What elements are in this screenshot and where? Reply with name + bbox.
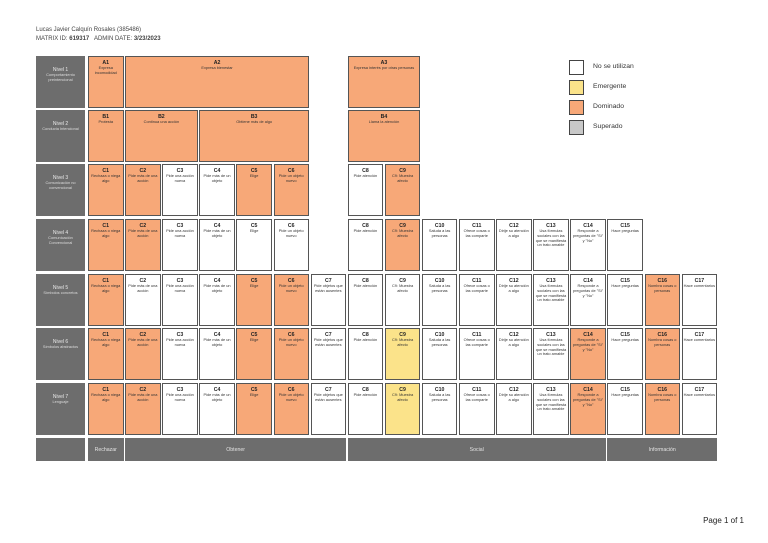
cell-l6-c16-code: C16: [657, 332, 668, 338]
cell-l7-c10-label: Saluda a las personas: [428, 392, 451, 402]
cell-b3-code: B3: [250, 114, 258, 120]
cell-l7-c12-label: Dirije su atención a algo: [498, 392, 529, 402]
cell-l6-c6-code: C6: [287, 332, 295, 338]
cell-l5-c16[interactable]: [645, 274, 681, 326]
cell-l5-c9[interactable]: [385, 274, 421, 326]
cell-l4-c4-code: C4: [213, 223, 221, 229]
cell-l7-c10[interactable]: [422, 383, 458, 435]
cell-b2[interactable]: [125, 110, 198, 162]
cell-l4-c9-code: C9: [399, 223, 406, 229]
level-1: [36, 56, 85, 108]
legend-swatch-2: [569, 100, 584, 115]
cell-l4-c11-label: Ofrece cosas o las comparte: [463, 228, 490, 238]
cell-l5-c6-label: Pide un objeto nuevo: [278, 283, 304, 293]
level-2-code: Nivel 2: [52, 121, 69, 127]
cell-l7-c14-label: Responde a preguntas de "Sí" y "No": [572, 392, 604, 407]
cell-l3-c1[interactable]: [88, 164, 124, 216]
cell-l6-c11-code: C11: [472, 332, 482, 338]
cell-l4-c14-label: Responde a preguntas de "Sí" y "No": [572, 228, 604, 243]
legend-label-2: Dominado: [593, 103, 624, 110]
cell-l5-c2[interactable]: [125, 274, 161, 326]
cell-l4-c11-code: C11: [472, 223, 482, 229]
cell-l4-c1[interactable]: [88, 219, 124, 271]
level-7: [36, 383, 85, 435]
cell-l6-c9-code: C9: [399, 332, 406, 338]
cell-l7-c11[interactable]: [459, 383, 495, 435]
category-social: Social: [348, 438, 606, 461]
cell-l3-c3-label: Pide una acción nueva: [166, 173, 194, 183]
cell-l4-c5-code: C5: [250, 223, 258, 229]
cell-l4-c15-code: C15: [620, 223, 630, 229]
level-3-code: Nivel 3: [52, 175, 69, 181]
category-rechazar: Rechazar: [88, 438, 124, 461]
level-6: [36, 328, 85, 380]
cell-l5-c5-code: C5: [250, 278, 258, 284]
cell-l5-c1-label: Rechaza o niega algo: [91, 283, 121, 293]
cell-l7-c16-code: C16: [657, 387, 668, 393]
cell-l5-c3-label: Pide una acción nueva: [166, 283, 194, 293]
cell-l5-c9-code: C9: [399, 278, 406, 284]
cell-l5-c10-code: C10: [434, 278, 445, 284]
cell-b4-label: Llama la atención: [368, 119, 400, 124]
cell-b3-label: Obtiene más de algo: [236, 119, 273, 124]
cell-l6-c5[interactable]: [236, 328, 272, 380]
cell-l5-c14[interactable]: [570, 274, 606, 326]
cell-l6-c3-label: Pide una acción nueva: [166, 337, 194, 347]
level-4: [36, 219, 85, 271]
cell-l3-c9-code: C9: [399, 168, 406, 174]
cell-l5-c13-code: C13: [546, 278, 556, 284]
cell-a3-label: Expresa interés por otras personas: [353, 65, 415, 70]
cell-l4-c10[interactable]: [422, 219, 458, 271]
cell-a2[interactable]: [125, 56, 309, 108]
cell-l7-c9-label: C9: Muestra afecto: [391, 392, 414, 402]
cell-l7-c15-label: Hace preguntas: [611, 392, 639, 397]
cell-l4-c15-label: Hace preguntas: [611, 228, 639, 233]
cell-l5-c6[interactable]: [274, 274, 310, 326]
cell-l5-c11[interactable]: [459, 274, 495, 326]
cell-l7-c3-code: C3: [176, 387, 184, 393]
cell-l5-c15-code: C15: [620, 278, 630, 284]
cell-l5-c10[interactable]: [422, 274, 458, 326]
level-4-code: Nivel 4: [52, 230, 69, 236]
cell-l7-c4-label: Pide más de un objeto: [203, 392, 231, 402]
cell-l7-c7-code: C7: [325, 387, 332, 393]
cell-l7-c13-label: Usa fórmulas sociales con las que se manifiesta un trato amable: [535, 392, 567, 412]
cell-l5-c4-label: Pide más de un objeto: [203, 283, 231, 293]
cell-l5-c8-label: Pide atención: [353, 283, 378, 288]
cell-l7-c5-code: C5: [250, 387, 258, 393]
cell-l5-c14-label: Responde a preguntas de "Sí" y "No": [572, 283, 604, 298]
cell-l7-c9-code: C9: [399, 387, 406, 393]
cell-l7-c5-label: Elige: [249, 392, 259, 397]
legend-swatch-1: [569, 80, 584, 95]
cell-a1[interactable]: [88, 56, 124, 108]
cell-b1-label: Protesta: [98, 119, 113, 124]
legend-swatch-0: [569, 60, 584, 75]
cell-l4-c10-label: Saluda a las personas: [428, 228, 451, 238]
level-5-label: Símbolos concretos: [43, 290, 78, 295]
cell-l7-c17-code: C17: [694, 387, 705, 393]
cell-l6-c1-code: C1: [102, 332, 110, 338]
cell-l4-c8[interactable]: [348, 219, 384, 271]
cell-l5-c12[interactable]: [496, 274, 532, 326]
level-4-label: Comunicación Convencional: [48, 235, 73, 245]
cell-l4-c12[interactable]: [496, 219, 532, 271]
cell-l5-c3-code: C3: [176, 278, 184, 284]
cell-l3-c3-code: C3: [176, 168, 184, 174]
cell-l6-c12-code: C12: [509, 332, 519, 338]
cell-l5-c16-label: Nombra cosas o personas: [648, 283, 677, 293]
cell-l6-c14-code: C14: [583, 332, 593, 338]
cell-l7-c11-label: Ofrece cosas o las comparte: [463, 392, 490, 402]
cell-l6-c2[interactable]: [125, 328, 161, 380]
cell-a3-code: A3: [380, 60, 388, 66]
cell-l6-c9-label: C9: Muestra afecto: [391, 337, 414, 347]
cell-l4-c8-label: Pide atención: [353, 228, 378, 233]
level-1-label: Comportamiento preintencional: [46, 72, 75, 82]
cell-l7-c9[interactable]: [385, 383, 421, 435]
cell-l6-c16[interactable]: [645, 328, 681, 380]
cell-l4-c5[interactable]: [236, 219, 272, 271]
cell-b4[interactable]: [348, 110, 421, 162]
cell-l7-c13[interactable]: [533, 383, 569, 435]
cell-l5-c5[interactable]: [236, 274, 272, 326]
cell-l7-c12-code: C12: [509, 387, 519, 393]
matrix-id-label: MATRIX ID:: [36, 36, 68, 42]
cell-l5-c8[interactable]: [348, 274, 384, 326]
cell-l6-c7-code: C7: [325, 332, 332, 338]
cell-l4-c12-code: C12: [509, 223, 519, 229]
cell-l7-c6-label: Pide un objeto nuevo: [278, 392, 304, 402]
cell-l3-c2[interactable]: [125, 164, 161, 216]
cell-l5-c7-code: C7: [325, 278, 332, 284]
cell-l6-c3[interactable]: [162, 328, 198, 380]
cell-l7-c1-code: C1: [102, 387, 110, 393]
cell-b2-label: Continua una acción: [143, 119, 180, 124]
cell-l4-c6-code: C6: [287, 223, 295, 229]
cell-l7-c13-code: C13: [546, 387, 556, 393]
cell-l6-c10-code: C10: [434, 332, 445, 338]
cell-l3-c2-code: C2: [139, 168, 147, 174]
cell-l4-c13[interactable]: [533, 219, 569, 271]
cell-l3-c4-label: Pide más de un objeto: [203, 173, 231, 183]
cell-l6-c2-label: Pide más de una acción: [128, 337, 158, 347]
cell-l7-c15-code: C15: [620, 387, 630, 393]
level-5-code: Nivel 5: [52, 285, 69, 291]
level-3: [36, 164, 85, 216]
cell-l5-c15-label: Hace preguntas: [611, 283, 639, 288]
cell-l7-c3-label: Pide una acción nueva: [166, 392, 194, 402]
level-6-label: Símbolos abstractos: [42, 344, 79, 349]
cell-l4-c15[interactable]: [607, 219, 643, 271]
cell-l7-c7[interactable]: [311, 383, 347, 435]
cell-a1-label: Expresa incomodidad: [94, 65, 117, 75]
cell-l7-c3[interactable]: [162, 383, 198, 435]
cell-l7-c2[interactable]: [125, 383, 161, 435]
cell-l7-c12[interactable]: [496, 383, 532, 435]
level-3-label: Comunicación no convencional: [45, 180, 76, 190]
cell-l4-c5-label: Elige: [249, 228, 259, 233]
cell-l3-c9-label: C9: Muestra afecto: [391, 173, 414, 183]
cell-l7-c4[interactable]: [199, 383, 235, 435]
cell-l7-c14-code: C14: [583, 387, 593, 393]
category-informacion: Información: [607, 438, 717, 461]
cell-l7-c6-code: C6: [287, 387, 295, 393]
cell-l5-c17[interactable]: [682, 274, 718, 326]
cell-l3-c9[interactable]: [385, 164, 421, 216]
matrix-info: [36, 36, 161, 42]
cell-l6-c11[interactable]: [459, 328, 495, 380]
cell-l6-c14-label: Responde a preguntas de "Sí" y "No": [572, 337, 604, 352]
cell-l6-c17[interactable]: [682, 328, 718, 380]
level-6-code: Nivel 6: [52, 339, 69, 345]
cell-l3-c6[interactable]: [274, 164, 310, 216]
cell-l4-c13-label: Usa fórmulas sociales con las que se manifiesta un trato amable: [535, 228, 567, 248]
student-name: Lucas Javier Calquín Rosales (385486): [36, 27, 142, 33]
cell-l5-c14-code: C14: [583, 278, 593, 284]
cell-l5-c1[interactable]: [88, 274, 124, 326]
cell-l4-c2[interactable]: [125, 219, 161, 271]
cell-l6-c17-label: Hace comentarios: [683, 337, 716, 342]
cell-l7-c16[interactable]: [645, 383, 681, 435]
cell-l6-c12-label: Dirije su atención a algo: [498, 337, 529, 347]
cell-l4-c8-code: C8: [362, 223, 369, 229]
cell-l4-c14-code: C14: [583, 223, 593, 229]
cell-l6-c3-code: C3: [176, 332, 184, 338]
cell-l6-c13-label: Usa fórmulas sociales con las que se manifiesta un trato amable: [535, 337, 567, 357]
cell-l5-c17-label: Hace comentarios: [683, 283, 716, 288]
cell-l5-c4-code: C4: [213, 278, 221, 284]
cell-l3-c8-code: C8: [362, 168, 369, 174]
cell-l5-c2-label: Pide más de una acción: [128, 283, 158, 293]
cell-l4-c11[interactable]: [459, 219, 495, 271]
cell-l6-c6[interactable]: [274, 328, 310, 380]
cell-l7-c8-label: Pide atención: [353, 392, 378, 397]
legend-label-1: Emergente: [593, 83, 627, 90]
cell-l5-c7[interactable]: [311, 274, 347, 326]
admin-date-label: ADMIN DATE:: [93, 36, 133, 42]
cell-l7-c1-label: Rechaza o niega algo: [91, 392, 121, 402]
cell-l5-c6-code: C6: [287, 278, 295, 284]
cell-l5-c4[interactable]: [199, 274, 235, 326]
cell-l4-c3[interactable]: [162, 219, 198, 271]
cell-l5-c13-label: Usa fórmulas sociales con las que se manifiesta un trato amable: [535, 283, 567, 303]
cell-l7-c15[interactable]: [607, 383, 643, 435]
cell-l7-c17[interactable]: [682, 383, 718, 435]
cell-l7-c6[interactable]: [274, 383, 310, 435]
cell-l6-c17-code: C17: [694, 332, 705, 338]
cell-l6-c4[interactable]: [199, 328, 235, 380]
cell-l4-c14[interactable]: [570, 219, 606, 271]
cell-l5-c16-code: C16: [657, 278, 668, 284]
cell-l4-c6-label: Pide un objeto nuevo: [278, 228, 304, 238]
cell-l3-c8[interactable]: [348, 164, 384, 216]
cell-b1[interactable]: [88, 110, 124, 162]
cell-l6-c12[interactable]: [496, 328, 532, 380]
cell-l7-c10-code: C10: [434, 387, 445, 393]
cell-l7-c8-code: C8: [362, 387, 369, 393]
cell-l6-c10[interactable]: [422, 328, 458, 380]
level-5: [36, 274, 85, 326]
level-7-code: Nivel 7: [52, 394, 69, 400]
cell-l4-c3-label: Pide una acción nueva: [166, 228, 194, 238]
cell-l6-c15-label: Hace preguntas: [611, 337, 639, 342]
cell-l3-c4[interactable]: [199, 164, 235, 216]
cell-l6-c13-code: C13: [546, 332, 556, 338]
cell-l6-c4-label: Pide más de un objeto: [203, 337, 231, 347]
cell-l6-c9[interactable]: [385, 328, 421, 380]
cell-l7-c7-label: Pide objetos que están ausentes: [313, 392, 343, 402]
cell-l4-c9[interactable]: [385, 219, 421, 271]
cell-l6-c10-label: Saluda a las personas: [428, 337, 451, 347]
cell-l4-c2-code: C2: [139, 223, 147, 229]
cell-l5-c2-code: C2: [139, 278, 147, 284]
cell-l6-c14[interactable]: [570, 328, 606, 380]
cell-l5-c15[interactable]: [607, 274, 643, 326]
cell-l6-c1-label: Rechaza o niega algo: [91, 337, 121, 347]
level-1-code: Nivel 1: [52, 67, 69, 73]
cell-l4-c1-code: C1: [102, 223, 110, 229]
cell-l4-c9-label: C9: Muestra afecto: [391, 228, 414, 238]
legend-label-0: No se utilizan: [593, 63, 634, 70]
cell-l4-c10-code: C10: [434, 223, 445, 229]
cell-l5-c11-label: Ofrece cosas o las comparte: [463, 283, 490, 293]
cell-l3-c2-label: Pide más de una acción: [128, 173, 158, 183]
cell-l3-c5-code: C5: [250, 168, 258, 174]
cell-l5-c1-code: C1: [102, 278, 110, 284]
cell-l6-c4-code: C4: [213, 332, 221, 338]
cell-l7-c11-code: C11: [472, 387, 482, 393]
cell-l3-c6-label: Pide un objeto nuevo: [278, 173, 304, 183]
cell-l6-c8-label: Pide atención: [353, 337, 378, 342]
cell-b4-code: B4: [380, 114, 388, 120]
admin-date: 3/23/2023: [133, 36, 161, 42]
cell-b2-code: B2: [158, 114, 165, 120]
cell-l5-c11-code: C11: [472, 278, 482, 284]
legend-label-3: Superado: [593, 123, 623, 130]
bottom-side-block: [36, 438, 85, 461]
category-obtener: Obtener: [125, 438, 346, 461]
cell-l6-c16-label: Nombra cosas o personas: [648, 337, 677, 347]
cell-a2-code: A2: [213, 60, 221, 66]
cell-l5-c12-code: C12: [509, 278, 519, 284]
cell-l6-c11-label: Ofrece cosas o las comparte: [463, 337, 490, 347]
cell-l3-c3[interactable]: [162, 164, 198, 216]
cell-l6-c1[interactable]: [88, 328, 124, 380]
cell-l6-c6-label: Pide un objeto nuevo: [278, 337, 304, 347]
cell-a3[interactable]: [348, 56, 421, 108]
cell-l6-c7[interactable]: [311, 328, 347, 380]
cell-l3-c1-label: Rechaza o niega algo: [91, 173, 121, 183]
cell-l4-c3-code: C3: [176, 223, 184, 229]
cell-l6-c7-label: Pide objetos que están ausentes: [313, 337, 343, 347]
cell-l4-c13-code: C13: [546, 223, 556, 229]
cell-l4-c12-label: Dirije su atención a algo: [498, 228, 529, 238]
cell-l6-c5-code: C5: [250, 332, 258, 338]
cell-b1-code: B1: [102, 114, 110, 120]
cell-l3-c6-code: C6: [287, 168, 295, 174]
legend-swatch-3: [569, 120, 584, 135]
cell-l6-c2-code: C2: [139, 332, 147, 338]
cell-l4-c1-label: Rechaza o niega algo: [91, 228, 121, 238]
level-7-label: Lenguaje: [52, 399, 69, 404]
cell-l6-c15[interactable]: [607, 328, 643, 380]
cell-l4-c4[interactable]: [199, 219, 235, 271]
cell-l3-c5-label: Elige: [249, 173, 259, 178]
cell-a2-label: Expresa bienestar: [201, 65, 233, 70]
cell-l5-c5-label: Elige: [249, 283, 259, 288]
cell-l7-c16-label: Nombra cosas o personas: [648, 392, 677, 402]
cell-l7-c5[interactable]: [236, 383, 272, 435]
cell-l5-c7-label: Pide objetos que están ausentes: [313, 283, 343, 293]
cell-l5-c8-code: C8: [362, 278, 369, 284]
cell-l5-c10-label: Saluda a las personas: [428, 283, 451, 293]
cell-l6-c15-code: C15: [620, 332, 630, 338]
cell-l5-c12-label: Dirije su atención a algo: [498, 283, 529, 293]
cell-l7-c2-label: Pide más de una acción: [128, 392, 158, 402]
cell-l6-c5-label: Elige: [249, 337, 259, 342]
cell-l4-c4-label: Pide más de un objeto: [203, 228, 231, 238]
cell-l6-c8[interactable]: [348, 328, 384, 380]
cell-l5-c17-code: C17: [694, 278, 705, 284]
cell-l4-c2-label: Pide más de una acción: [128, 228, 158, 238]
cell-l6-c13[interactable]: [533, 328, 569, 380]
cell-a1-code: A1: [102, 60, 110, 66]
cell-l5-c3[interactable]: [162, 274, 198, 326]
cell-l3-c8-label: Pide atención: [353, 173, 378, 178]
cell-l6-c8-code: C8: [362, 332, 369, 338]
level-2: [36, 110, 85, 162]
cell-l7-c17-label: Hace comentarios: [683, 392, 716, 397]
cell-b3[interactable]: [199, 110, 309, 162]
page-number: Page 1 of 1: [703, 516, 744, 525]
cell-l7-c8[interactable]: [348, 383, 384, 435]
level-2-label: Conducta Intencional: [42, 126, 79, 131]
matrix-id: 619317: [69, 36, 90, 42]
cell-l7-c2-code: C2: [139, 387, 147, 393]
cell-l5-c9-label: C9: Muestra afecto: [391, 283, 414, 293]
cell-l7-c14[interactable]: [570, 383, 606, 435]
cell-l3-c1-code: C1: [102, 168, 110, 174]
cell-l4-c6[interactable]: [274, 219, 310, 271]
cell-l5-c13[interactable]: [533, 274, 569, 326]
cell-l3-c5[interactable]: [236, 164, 272, 216]
cell-l7-c1[interactable]: [88, 383, 124, 435]
cell-l3-c4-code: C4: [213, 168, 221, 174]
cell-l7-c4-code: C4: [213, 387, 221, 393]
